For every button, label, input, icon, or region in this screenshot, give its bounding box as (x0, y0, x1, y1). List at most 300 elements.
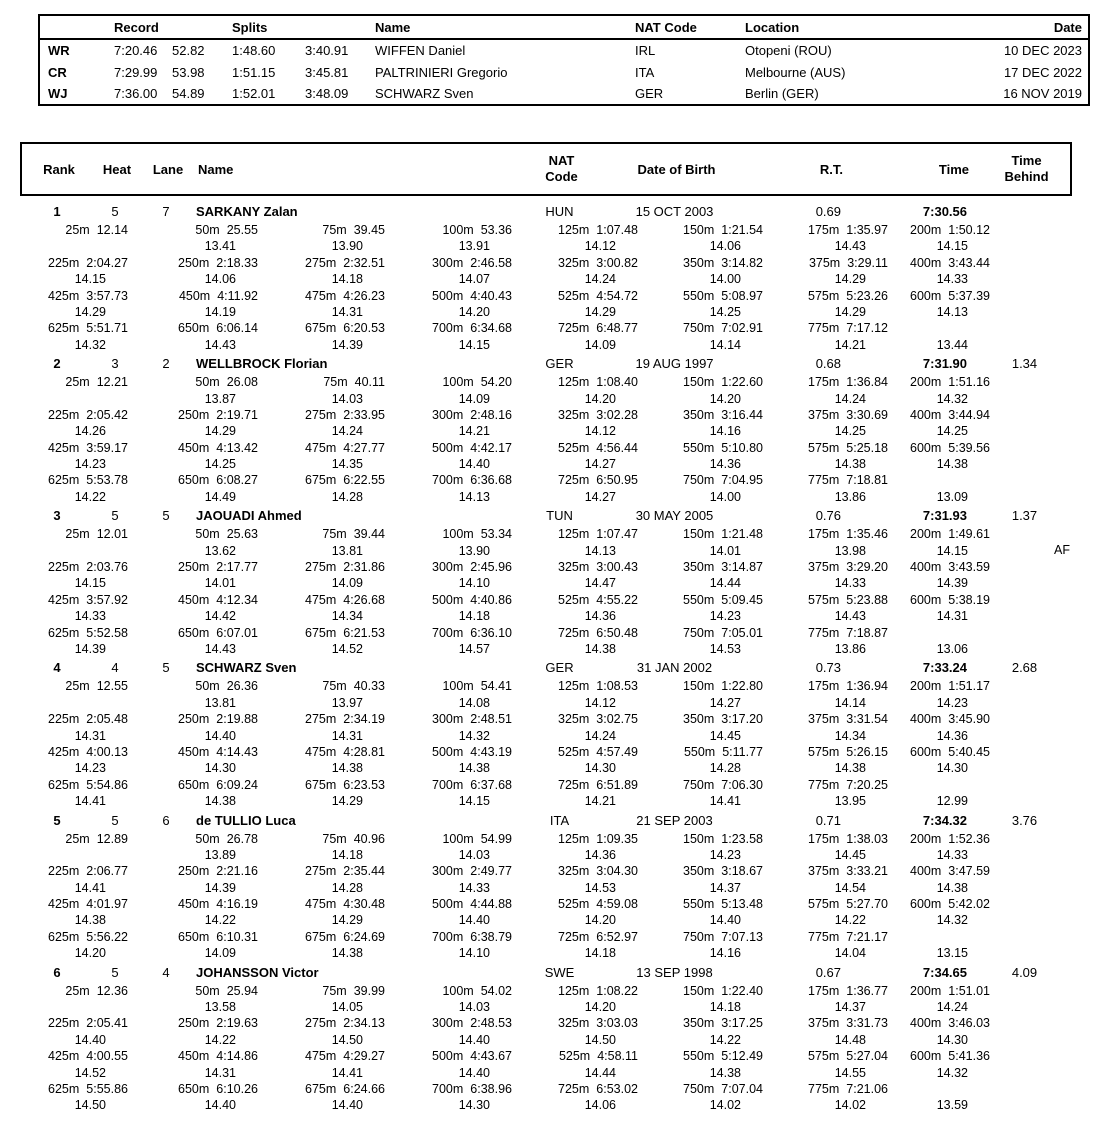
split-cumulative-time: 1:36.84 (846, 375, 888, 390)
final-time: 7:33.24 (922, 660, 967, 676)
split-cumulative-time: 2:34.13 (343, 1016, 385, 1031)
split-lap-time: 14.38 (834, 761, 866, 776)
split-cell (888, 983, 990, 1016)
split-cell (638, 526, 763, 559)
split-cumulative-time: 4:54.72 (596, 288, 638, 303)
split-cumulative-time: 2:34.19 (343, 712, 385, 727)
split-distance: 100m (442, 375, 474, 390)
split-lap-time: 14.23 (74, 457, 106, 472)
split-distance: 650m (178, 473, 210, 488)
reaction-time: 0.76 (815, 508, 841, 524)
split-lap-time: 14.32 (936, 913, 968, 928)
split-cumulative-time: 3:00.82 (596, 255, 638, 270)
split-time-line (512, 222, 638, 238)
split-cell (888, 407, 990, 440)
split-cell (20, 288, 128, 321)
split-time-line (20, 592, 128, 608)
split-cumulative-time: 6:08.27 (216, 473, 258, 488)
split-time-line (258, 222, 385, 238)
split-time-line (385, 559, 512, 575)
split-time-line (128, 1048, 258, 1064)
split-distance: 575m (808, 440, 840, 455)
final-time: 7:34.32 (922, 812, 967, 828)
results-header-name: Name (198, 161, 234, 177)
split-time-line (385, 255, 512, 271)
split-cumulative-time: 4:58.11 (597, 1049, 638, 1064)
split-distance: 700m (432, 777, 464, 792)
split-lap-time: 14.23 (709, 847, 741, 862)
split-distance: 150m (683, 831, 715, 846)
split-cell (638, 863, 763, 896)
split-lap-time: 14.29 (834, 304, 866, 319)
split-cell (888, 1081, 990, 1114)
split-cell (258, 1048, 385, 1081)
split-time-line (638, 744, 763, 760)
split-lap-time: 14.36 (584, 847, 616, 862)
split-cumulative-time: 4:43.19 (470, 744, 512, 759)
split-cell (385, 863, 512, 896)
split-time-line (888, 711, 990, 727)
split-cumulative-time: 3:03.03 (596, 1016, 638, 1031)
split-distance: 200m (910, 223, 942, 237)
split-lap-time: 14.20 (458, 304, 490, 319)
split-distance: 625m (48, 1081, 80, 1096)
record-holder-name: PALTRINIERI Gregorio (375, 64, 508, 80)
split-cumulative-time: 39.44 (353, 527, 385, 542)
rank-value: 3 (53, 508, 61, 524)
split-distance: 700m (432, 1081, 464, 1096)
split-time-line (258, 831, 385, 847)
records-header-row (39, 15, 1089, 39)
split-lap-time: 13.90 (458, 543, 490, 558)
split-distance: 75m (322, 527, 347, 542)
records-header-date: Date (945, 15, 1089, 39)
split-cell (888, 440, 990, 473)
record-split-100: 52.82 (172, 43, 205, 58)
split-time-line (512, 320, 638, 336)
split-cumulative-time: 4:26.23 (343, 288, 385, 303)
split-time-line (763, 374, 888, 390)
split-cumulative-time: 6:53.02 (596, 1081, 638, 1096)
split-lap-time: 14.49 (204, 489, 236, 504)
split-cell (258, 896, 385, 929)
split-cumulative-time: 3:43.44 (948, 255, 990, 270)
split-time-line (888, 320, 990, 336)
lane-value: 7 (162, 204, 170, 219)
split-distance: 500m (432, 440, 464, 455)
split-cumulative-time: 1:51.17 (948, 679, 990, 694)
split-lap-time: 14.15 (936, 239, 968, 254)
record-location: Melbourne (AUS) (745, 64, 846, 80)
record-row-cr (39, 61, 1089, 83)
split-lap-time: 14.45 (709, 728, 741, 743)
split-cumulative-time: 2:05.48 (86, 712, 128, 727)
split-distance: 275m (305, 712, 337, 727)
split-time-line (512, 1015, 638, 1031)
split-time-line (20, 831, 128, 847)
split-time-line (258, 288, 385, 304)
split-grid (20, 678, 1072, 809)
split-cell (763, 374, 888, 407)
split-distance: 175m (808, 983, 840, 998)
split-cumulative-time: 4:44.88 (470, 897, 512, 912)
split-lap-time: 14.27 (584, 489, 616, 504)
athlete-name: de TULLIO Luca (196, 812, 296, 828)
split-lap-time: 14.22 (709, 1032, 741, 1047)
split-cell (763, 288, 888, 321)
split-time-line (763, 526, 888, 542)
split-cumulative-time: 6:48.77 (596, 321, 638, 336)
split-cumulative-time: 6:36.10 (470, 625, 512, 640)
split-cumulative-time: 5:56.22 (86, 929, 128, 944)
split-lap-time: 14.21 (584, 794, 616, 809)
split-cell (258, 625, 385, 658)
split-distance: 50m (195, 375, 220, 390)
split-cumulative-time: 4:16.19 (216, 897, 258, 912)
split-time-line (763, 559, 888, 575)
split-lap-time: 14.02 (834, 1098, 866, 1113)
split-distance: 625m (48, 321, 80, 336)
date-of-birth: 13 SEP 1998 (636, 964, 713, 980)
split-cell (512, 896, 638, 929)
split-cell (128, 592, 258, 625)
split-cell (385, 472, 512, 505)
split-lap-time: 14.38 (458, 761, 490, 776)
split-lap-time: 13.87 (204, 391, 236, 406)
split-cell (128, 407, 258, 440)
split-cumulative-time: 6:50.95 (596, 473, 638, 488)
split-lap-time: 14.40 (709, 913, 741, 928)
split-cumulative-time: 2:04.27 (86, 255, 128, 270)
split-time-line (512, 255, 638, 271)
split-lap-time: 14.09 (458, 391, 490, 406)
split-lap-time: 14.20 (74, 946, 106, 961)
split-lap-time: 14.43 (204, 337, 236, 352)
split-time-line (20, 1015, 128, 1031)
split-time-line (128, 863, 258, 879)
split-cell (888, 592, 990, 625)
split-lap-time: 14.28 (331, 489, 363, 504)
split-cell (385, 374, 512, 407)
split-cell (20, 744, 128, 777)
split-distance: 725m (558, 321, 590, 336)
split-distance: 525m (558, 1049, 591, 1064)
split-cell (128, 559, 258, 592)
split-lap-time: 14.43 (204, 641, 236, 656)
athlete-block (20, 201, 1072, 353)
split-distance: 325m (558, 864, 590, 879)
athlete-name: JAOUADI Ahmed (196, 508, 302, 524)
record-split-100: 53.98 (172, 64, 205, 80)
split-cell (763, 929, 888, 962)
split-cell (20, 777, 128, 810)
split-distance: 125m (558, 375, 590, 390)
split-lap-time: 14.53 (584, 880, 616, 895)
split-distance: 475m (305, 897, 337, 912)
split-lap-time: 14.50 (331, 1032, 363, 1047)
split-lap-time: 14.24 (584, 728, 616, 743)
split-time-line (512, 1048, 638, 1064)
split-lap-time: 14.13 (936, 304, 968, 319)
split-cumulative-time: 6:20.53 (343, 321, 385, 336)
split-cumulative-time: 4:55.22 (596, 592, 638, 607)
split-time-line (638, 440, 763, 456)
split-time-line (888, 983, 990, 999)
split-distance: 575m (808, 897, 840, 912)
split-cell (385, 1048, 512, 1081)
split-lap-time: 14.42 (204, 609, 236, 624)
split-time-line (20, 744, 128, 760)
split-time-line (20, 559, 128, 575)
split-cumulative-time: 6:10.31 (216, 929, 258, 944)
record-row-wr (39, 39, 1089, 61)
split-cumulative-time: 3:29.11 (847, 255, 888, 270)
date-of-birth: 15 OCT 2003 (635, 204, 714, 219)
split-cumulative-time: 5:54.86 (86, 777, 128, 792)
split-grid (20, 222, 1072, 353)
split-lap-time: 14.30 (584, 761, 616, 776)
split-lap-time: 14.27 (584, 457, 616, 472)
split-cell (888, 222, 990, 255)
split-cumulative-time: 1:35.97 (846, 223, 888, 237)
split-cell (638, 896, 763, 929)
split-cumulative-time: 26.36 (226, 679, 258, 694)
split-distance: 675m (305, 929, 337, 944)
split-time-line (385, 472, 512, 488)
split-distance: 225m (48, 864, 80, 879)
split-lap-time: 14.29 (74, 304, 106, 319)
split-cumulative-time: 3:02.28 (596, 407, 638, 422)
split-time-line (638, 559, 763, 575)
split-lap-time: 14.40 (204, 1098, 236, 1113)
split-time-line (638, 863, 763, 879)
split-cell (512, 526, 638, 559)
split-time-line (385, 896, 512, 912)
split-cell (20, 1048, 128, 1081)
split-lap-time: 14.40 (204, 728, 236, 743)
split-distance: 675m (305, 321, 337, 336)
split-time-line (385, 526, 512, 542)
split-cell (258, 678, 385, 711)
split-lap-time: 13.86 (834, 641, 866, 656)
split-lap-time: 12.99 (936, 794, 968, 809)
split-cumulative-time: 5:12.49 (721, 1049, 763, 1064)
split-cumulative-time: 5:27.70 (846, 897, 888, 912)
split-distance: 625m (48, 625, 80, 640)
split-distance: 725m (558, 777, 590, 792)
rank-value: 6 (53, 964, 61, 980)
split-cell (258, 407, 385, 440)
split-cell (258, 472, 385, 505)
split-cumulative-time: 1:22.60 (721, 375, 763, 390)
split-cumulative-time: 3:14.82 (721, 255, 763, 270)
split-cell (888, 777, 990, 810)
record-split-200: 1:52.01 (232, 86, 276, 101)
split-cell (128, 255, 258, 288)
split-time-line (385, 1048, 512, 1064)
split-lap-time: 14.30 (204, 761, 236, 776)
results-header-nat-line2: Code (545, 169, 578, 184)
athlete-main-row (20, 962, 1072, 983)
athlete-name: SCHWARZ Sven (196, 660, 297, 676)
split-cell (128, 288, 258, 321)
split-cell (763, 320, 888, 353)
split-cell (258, 983, 385, 1016)
split-cell (638, 288, 763, 321)
split-lap-time: 14.12 (584, 695, 616, 710)
split-lap-time: 14.32 (936, 391, 968, 406)
split-cumulative-time: 1:08.53 (596, 679, 638, 694)
nat-code: ITA (549, 812, 570, 828)
split-lap-time: 14.33 (834, 576, 866, 591)
split-time-line (20, 863, 128, 879)
split-cumulative-time: 5:25.18 (846, 440, 888, 455)
split-cell (888, 896, 990, 929)
split-distance: 350m (683, 712, 715, 727)
split-cell (20, 320, 128, 353)
split-distance: 550m (683, 440, 715, 455)
split-cell (258, 744, 385, 777)
split-cumulative-time: 5:53.78 (86, 473, 128, 488)
split-cell (385, 1015, 512, 1048)
split-lap-time: 14.29 (331, 913, 363, 928)
split-lap-time: 14.36 (709, 457, 741, 472)
split-distance: 325m (558, 407, 590, 422)
split-distance: 250m (178, 864, 210, 879)
split-time-line (385, 711, 512, 727)
split-cumulative-time: 5:51.71 (86, 321, 128, 336)
split-time-line (638, 526, 763, 542)
split-lap-time: 14.52 (74, 1065, 106, 1080)
split-cumulative-time: 4:11.92 (217, 288, 258, 303)
split-distance: 600m (910, 440, 942, 455)
split-time-line (385, 678, 512, 694)
split-lap-time: 14.14 (709, 337, 741, 352)
split-cell (128, 222, 258, 255)
split-cumulative-time: 2:17.77 (216, 560, 258, 575)
split-lap-time: 14.40 (458, 1032, 490, 1047)
split-time-line (763, 831, 888, 847)
split-cumulative-time: 12.14 (96, 223, 128, 237)
split-time-line (512, 831, 638, 847)
split-time-line (888, 929, 990, 945)
split-distance: 775m (808, 1081, 840, 1096)
split-time-line (258, 1015, 385, 1031)
split-time-line (258, 320, 385, 336)
split-time-line (638, 288, 763, 304)
split-lap-time (20, 695, 128, 711)
split-distance: 475m (305, 1049, 337, 1064)
split-lap-time: 13.91 (458, 239, 490, 254)
split-distance: 700m (432, 321, 464, 336)
split-cell (888, 472, 990, 505)
split-distance: 625m (48, 929, 80, 944)
split-lap-time: 14.34 (834, 728, 866, 743)
split-cell (258, 526, 385, 559)
split-lap-time: 14.23 (74, 761, 106, 776)
split-distance: 475m (305, 288, 337, 303)
heat-value: 4 (111, 660, 119, 676)
split-distance: 100m (442, 223, 474, 237)
split-cell (385, 625, 512, 658)
split-lap-time: 14.22 (834, 913, 866, 928)
split-cumulative-time: 1:38.03 (846, 831, 888, 846)
split-cell (258, 559, 385, 592)
split-cell (638, 711, 763, 744)
split-distance: 475m (305, 744, 337, 759)
split-cumulative-time: 3:47.59 (948, 864, 990, 879)
split-cumulative-time: 5:55.86 (86, 1081, 128, 1096)
split-lap-time: 14.39 (936, 576, 968, 591)
split-lap-time: 14.16 (709, 946, 741, 961)
split-lap-time: 14.33 (458, 880, 490, 895)
split-cumulative-time: 5:52.58 (86, 625, 128, 640)
split-lap-time: 14.38 (74, 913, 106, 928)
split-cell (512, 625, 638, 658)
split-cell (20, 863, 128, 896)
split-distance: 750m (683, 473, 715, 488)
split-lap-time: 13.81 (204, 695, 236, 710)
split-cell (128, 831, 258, 864)
split-cell (638, 744, 763, 777)
split-cumulative-time: 1:21.48 (721, 527, 763, 542)
lane-value: 4 (162, 964, 170, 980)
record-split-400: 3:48.09 (305, 86, 349, 101)
split-cell (512, 559, 638, 592)
split-cell (258, 831, 385, 864)
split-time-line (20, 255, 128, 271)
split-distance: 700m (432, 473, 464, 488)
split-time-line (888, 744, 990, 760)
split-cumulative-time: 4:30.48 (343, 897, 385, 912)
split-cumulative-time: 3:17.20 (721, 712, 763, 727)
split-distance: 750m (683, 625, 715, 640)
time-behind: 4.09 (1011, 964, 1038, 980)
split-time-line (638, 222, 763, 238)
split-cumulative-time: 6:37.68 (470, 777, 512, 792)
split-time-line (763, 440, 888, 456)
split-lap-time: 14.04 (834, 946, 866, 961)
split-time-line (20, 625, 128, 641)
split-distance: 25m (65, 223, 90, 237)
split-cell (763, 1048, 888, 1081)
split-time-line (128, 288, 258, 304)
split-cumulative-time: 5:27.04 (846, 1049, 888, 1064)
split-cell (385, 288, 512, 321)
split-time-line (128, 559, 258, 575)
split-lap-time: 14.06 (584, 1098, 616, 1113)
split-cumulative-time: 5:10.80 (721, 440, 763, 455)
split-time-line (20, 440, 128, 456)
split-time-line (763, 863, 888, 879)
split-time-line (128, 526, 258, 542)
split-lap-time: 14.00 (709, 272, 741, 287)
split-cell (20, 711, 128, 744)
split-time-line (512, 896, 638, 912)
split-cell (888, 526, 990, 559)
date-of-birth: 31 JAN 2002 (636, 660, 713, 676)
final-time: 7:31.93 (922, 508, 967, 524)
athlete-name: JOHANSSON Victor (196, 964, 319, 980)
split-lap-time: 14.09 (584, 337, 616, 352)
split-cumulative-time: 6:38.96 (470, 1081, 512, 1096)
split-cell (128, 678, 258, 711)
split-time-line (512, 863, 638, 879)
split-cell (888, 374, 990, 407)
split-cell (20, 407, 128, 440)
split-cell (128, 744, 258, 777)
split-cumulative-time: 1:51.16 (948, 375, 990, 390)
